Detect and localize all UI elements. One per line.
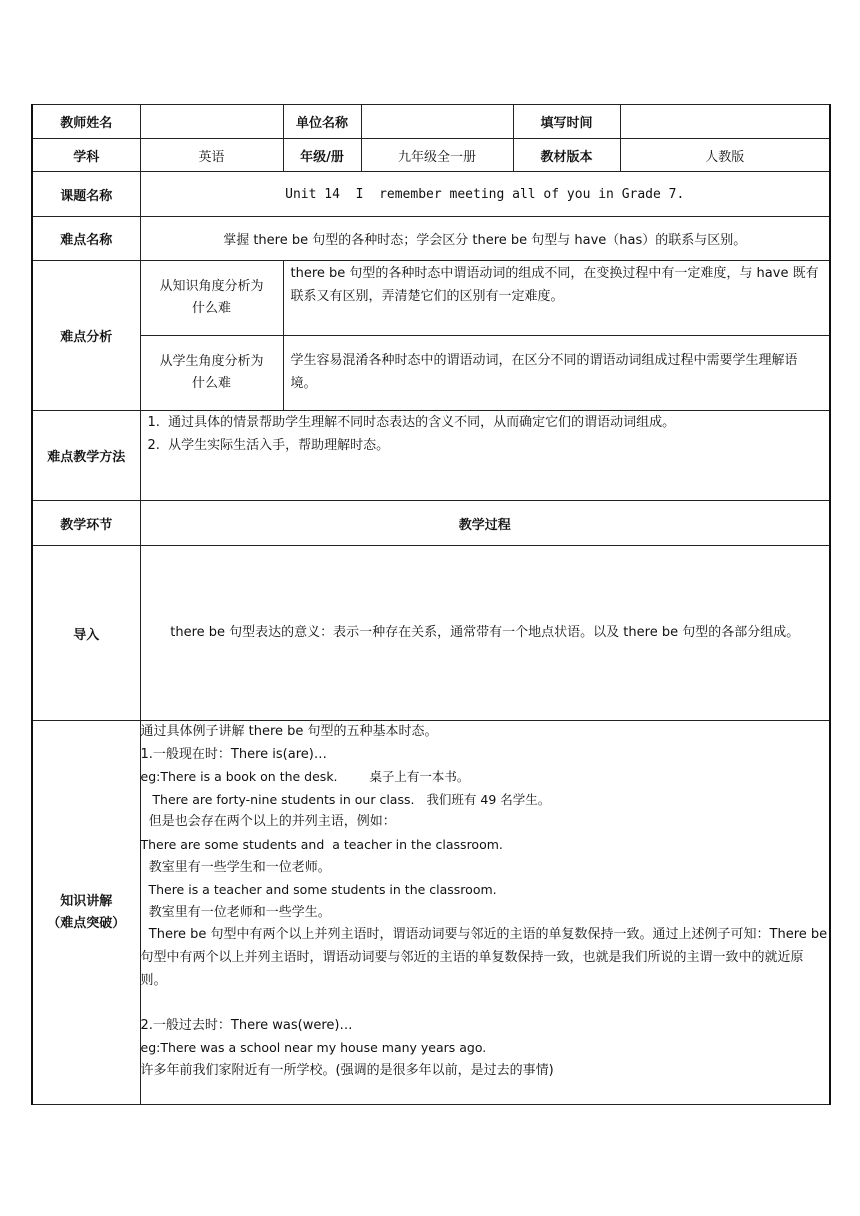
difficulty-label: 难点名称 xyxy=(32,217,140,261)
student-angle-label-line2: 什么难 xyxy=(191,376,231,391)
lesson-plan-sheet xyxy=(31,104,832,1104)
knowledge-line-1: 通过具体例子讲解 there be 句型的五种基本时态。 xyxy=(140,724,438,739)
grade-value: 九年级全一册 xyxy=(361,139,513,172)
past-line-3: 许多年前我们家附近有一所学校。(强调的是很多年以前，是过去的事情) xyxy=(140,1062,554,1078)
knowledge-blank-line xyxy=(141,992,830,1015)
knowledge-angle-label xyxy=(140,261,283,336)
unit-name-label: 单位名称 xyxy=(283,105,361,139)
process-header-row xyxy=(32,501,830,546)
method-label: 难点教学方法 xyxy=(32,411,140,501)
difficulty-value: 掌握 there be 句型的各种时态；学会区分 there be 句型与 have（has）的联系与区别。 xyxy=(140,217,830,261)
past-line-1: 2.一般过去时：There was(were)… xyxy=(140,1017,353,1033)
past-line-2: eg:There was a school near my house many years ago. xyxy=(140,1040,487,1056)
analysis-row-student xyxy=(32,336,830,411)
knowledge-angle-label-line1: 从知识角度分析为 xyxy=(159,279,264,294)
method-item-1: 1. 通过具体的情景帮助学生理解不同时态表达的含义不同，从而确定它们的谓语动词组成。 xyxy=(147,415,676,430)
knowledge-line-8: There is a teacher and some students in the classroom. xyxy=(140,882,497,898)
student-angle-text: 学生容易混淆各种时态中的谓语动词，在区分不同的谓语动词组成过程中需要学生理解语境。 xyxy=(283,336,830,411)
knowledge-label-line1: 知识讲解 xyxy=(60,893,113,909)
grade-label: 年级/册 xyxy=(283,139,361,172)
knowledge-line-2: 1.一般现在时：There is(are)… xyxy=(140,746,327,762)
topic-row xyxy=(32,172,830,217)
knowledge-line-5: 但是也会存在两个以上的并列主语，例如： xyxy=(140,814,396,830)
edition-value: 人教版 xyxy=(620,139,830,172)
edition-label: 教材版本 xyxy=(513,139,620,172)
teacher-name-label: 教师姓名 xyxy=(32,105,140,139)
knowledge-line-4: There are forty-nine students in our class. 我们班有 49 名学生。 xyxy=(140,791,551,807)
fill-time-label: 填写时间 xyxy=(513,105,620,139)
intro-label: 导入 xyxy=(32,546,140,721)
teacher-name-value xyxy=(140,105,283,139)
knowledge-label xyxy=(32,721,140,1105)
knowledge-content xyxy=(140,721,830,1105)
knowledge-angle-label-line2: 什么难 xyxy=(191,301,231,316)
knowledge-line-9: 教室里有一位老师和一些学生。 xyxy=(140,904,331,920)
knowledge-label-line2: （难点突破） xyxy=(47,915,126,931)
knowledge-line-3: eg:There is a book on the desk. 桌子上有一本书。 xyxy=(140,769,470,785)
knowledge-line-6: There are some students and a teacher in the classroom. xyxy=(140,836,503,852)
subject-label: 学科 xyxy=(32,139,140,172)
unit-name-value xyxy=(361,105,513,139)
knowledge-line-7: 教室里有一些学生和一位老师。 xyxy=(140,859,331,875)
method-row xyxy=(32,411,830,501)
difficulty-row xyxy=(32,217,830,261)
fill-time-value xyxy=(620,105,830,139)
analysis-row-knowledge xyxy=(32,261,830,336)
student-angle-label-line1: 从学生角度分析为 xyxy=(159,354,264,369)
student-angle-label xyxy=(140,336,283,411)
header-row-1 xyxy=(32,105,830,139)
stage-header-label: 教学环节 xyxy=(32,501,140,546)
method-item-2: 2. 从学生实际生活入手，帮助理解时态。 xyxy=(147,437,390,453)
topic-value: Unit 14 I remember meeting all of you in Grade 7. xyxy=(140,172,830,217)
knowledge-rule-text: There be 句型中有两个以上并列主语时，谓语动词要与邻近的主语的单复数保持一致。通过上述例子可知：There be 句型中有两个以上并列主语时，谓语动词要与邻近的主语的单复数保持一致，也就是我们所说的主谓一致中的就近原则。 xyxy=(140,927,832,988)
lesson-plan-table xyxy=(31,104,831,1105)
analysis-label: 难点分析 xyxy=(32,261,140,411)
knowledge-row xyxy=(32,721,830,1105)
topic-label: 课题名称 xyxy=(32,172,140,217)
knowledge-angle-text: there be 句型的各种时态中谓语动词的组成不同，在变换过程中有一定难度，与 have 既有联系又有区别，弄清楚它们的区别有一定难度。 xyxy=(283,261,830,336)
method-content xyxy=(140,411,830,501)
header-row-2 xyxy=(32,139,830,172)
intro-row xyxy=(32,546,830,721)
process-header-label: 教学过程 xyxy=(140,501,830,546)
intro-text: there be 句型表达的意义：表示一种存在关系，通常带有一个地点状语。以及 there be 句型的各部分组成。 xyxy=(140,546,830,721)
subject-value: 英语 xyxy=(140,139,283,172)
